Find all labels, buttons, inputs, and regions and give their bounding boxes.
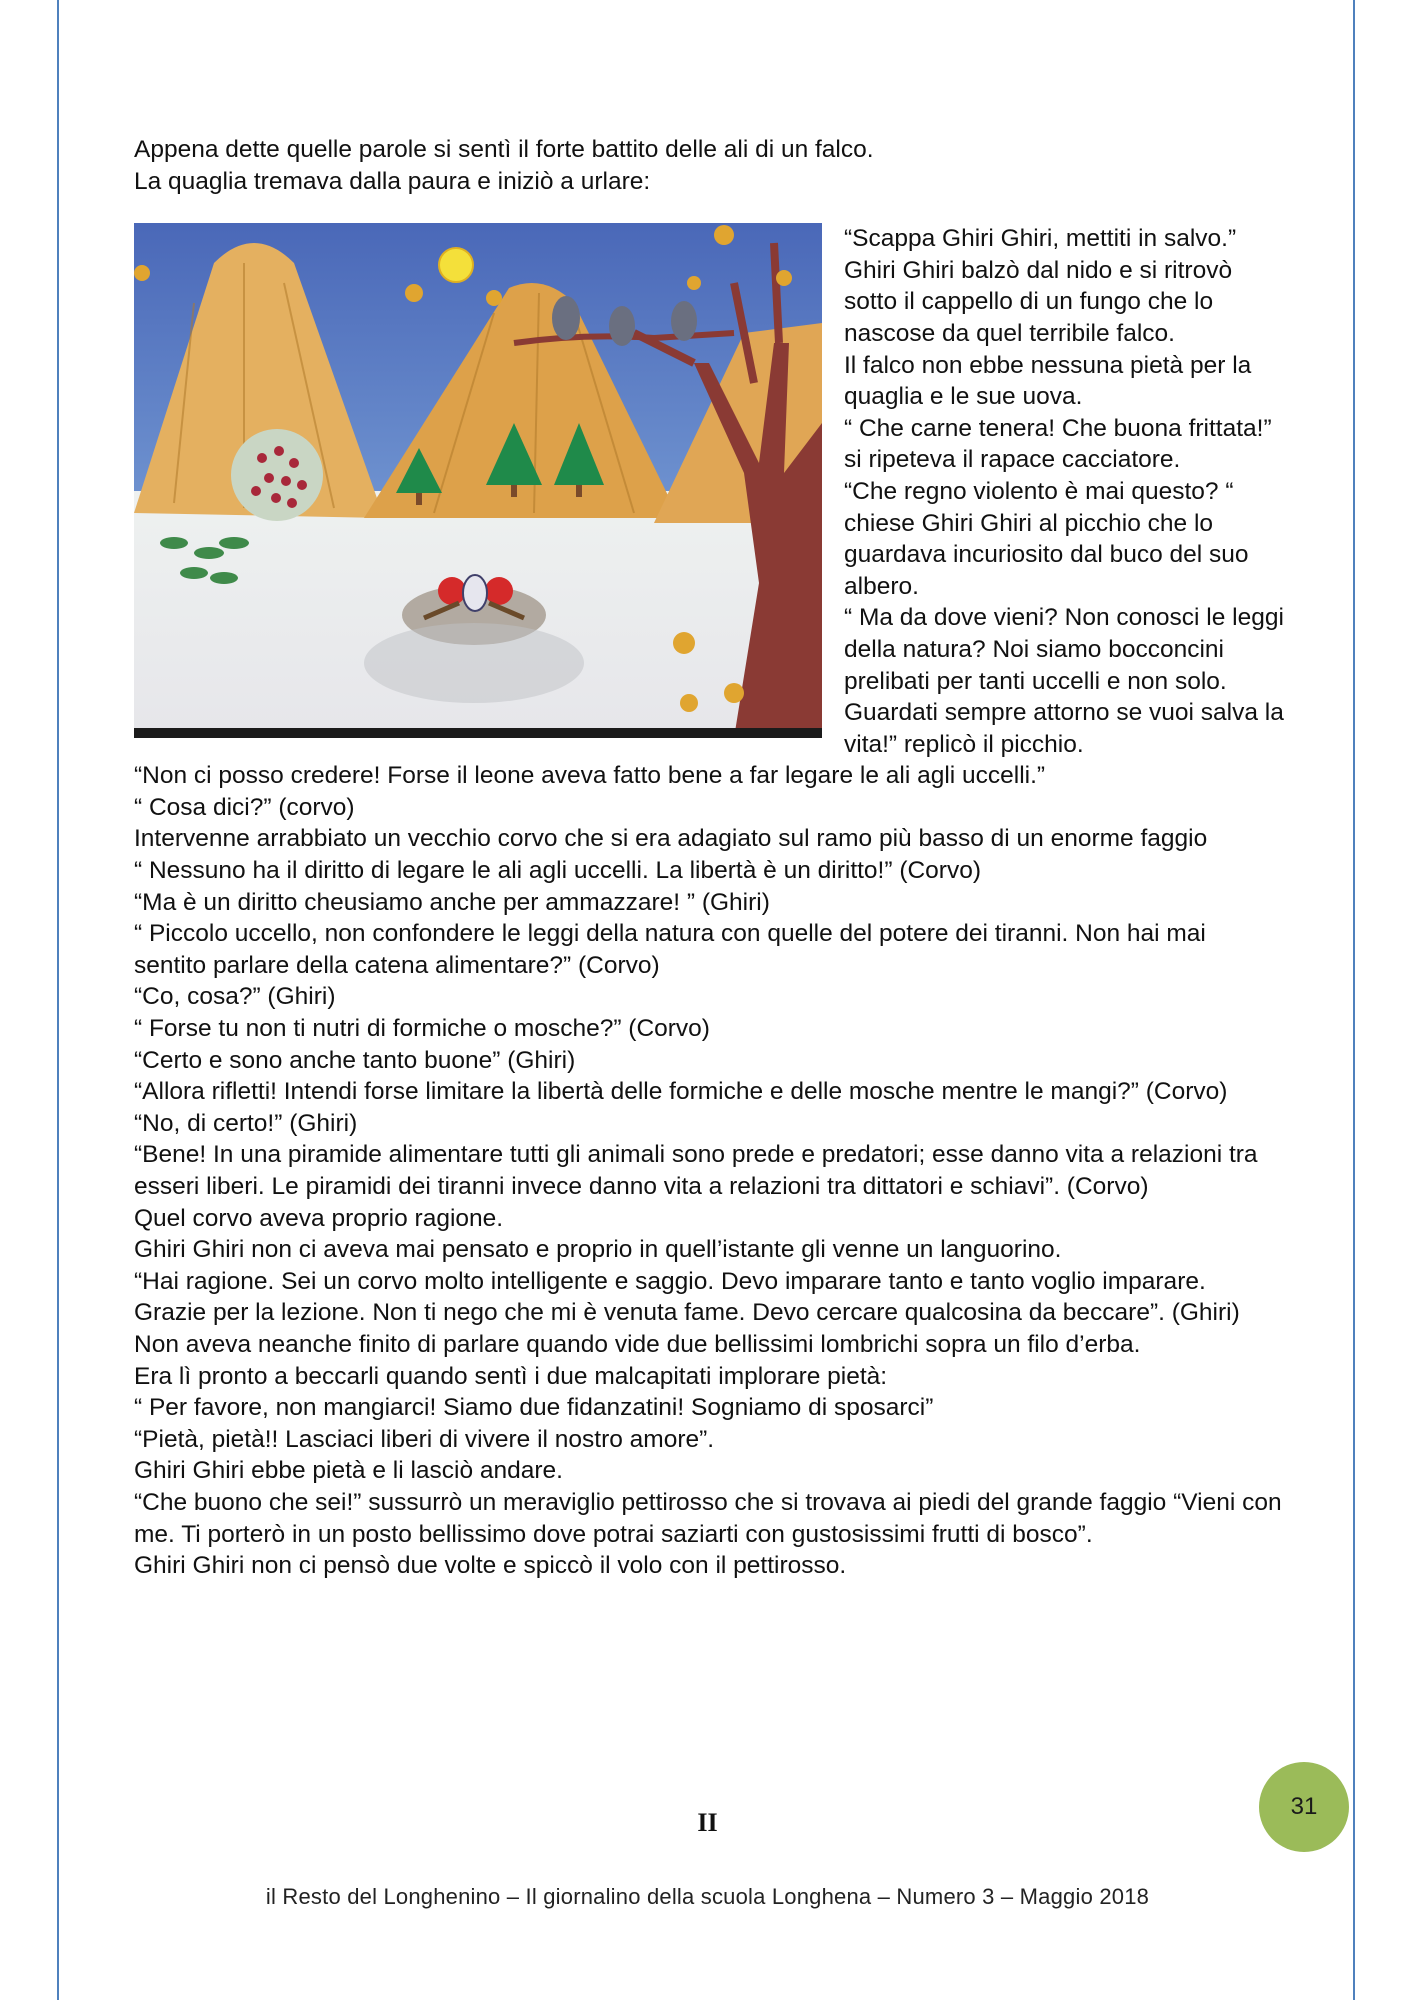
page-footer: il Resto del Longhenino – Il giornalino della scuola Longhena – Numero 3 – Maggio 2018 bbox=[265, 1884, 1150, 1909]
article-body bbox=[134, 134, 1284, 1582]
paragraph: “ Che carne tenera! Che buona frittata!” si ripeteva il rapace cacciatore. bbox=[844, 414, 1272, 474]
page-border-right bbox=[1353, 0, 1355, 2000]
paragraph: “Ma è un diritto cheusiamo anche per ammazzare! ” (Ghiri) bbox=[134, 888, 770, 916]
paragraph: “ Ma da dove vieni? Non conosci le leggi della natura? Noi siamo bocconcini prelibati per tanti uccelli e non solo. Guardati sempre attorno se vuoi salva la vita!” replicò il picchio. bbox=[844, 604, 1284, 758]
paragraph: Il falco non ebbe nessuna pietà per la quaglia e le sue uova. bbox=[844, 351, 1252, 411]
paragraph: “Che regno violento è mai questo? “ chiese Ghiri Ghiri al picchio che lo guardava incuriosito dal buco del suo albero. bbox=[844, 477, 1249, 600]
paragraph: Intervenne arrabbiato un vecchio corvo che si era adagiato sul ramo più basso di un enorme faggio bbox=[134, 825, 1208, 853]
paragraph: Era lì pronto a beccarli quando sentì i due malcapitati implorare pietà: bbox=[134, 1362, 888, 1390]
paragraph: “Certo e sono anche tanto buone” (Ghiri) bbox=[134, 1046, 576, 1074]
paragraph: “ Per favore, non mangiarci! Siamo due fidanzatini! Sogniamo di sposarci” bbox=[134, 1394, 934, 1422]
paragraph: Ghiri Ghiri non ci aveva mai pensato e proprio in quell’istante gli venne un languorino. bbox=[134, 1236, 1062, 1264]
page-number-badge bbox=[1259, 1762, 1349, 1852]
paragraph: “Non ci posso credere! Forse il leone aveva fatto bene a far legare le ali agli uccelli.” bbox=[134, 762, 1046, 790]
chapter-part-number: II bbox=[697, 1808, 718, 1837]
paragraph: “ Cosa dici?” (corvo) bbox=[134, 793, 355, 821]
paragraph: Quel corvo aveva proprio ragione. bbox=[134, 1204, 504, 1232]
paragraph: “Pietà, pietà!! Lasciaci liberi di vivere il nostro amore”. bbox=[134, 1425, 715, 1453]
paragraph: “Allora rifletti! Intendi forse limitare la libertà delle formiche e delle mosche mentre le mangi?” (Corvo) bbox=[134, 1078, 1228, 1106]
paragraph: “Che buono che sei!” sussurrò un meraviglio pettirosso che si trovava ai piedi del grande faggio “Vieni con me. Ti porterò in un posto bellissimo dove potrai saziarti con gustosissimi frutti di bosco”. bbox=[134, 1488, 1282, 1548]
paragraph: Ghiri Ghiri non ci pensò due volte e spiccò il volo con il pettirosso. bbox=[134, 1552, 847, 1580]
paragraph: “Hai ragione. Sei un corvo molto intelligente e saggio. Devo imparare tanto e tanto voglio imparare. Grazie per la lezione. Non ti nego che mi è venuta fame. Devo cercare qualcosina da beccare”. (Ghiri) bbox=[134, 1267, 1240, 1327]
paragraph: “ Forse tu non ti nutri di formiche o mosche?” (Corvo) bbox=[134, 1015, 710, 1043]
paragraph: Appena dette quelle parole si sentì il forte battito delle ali di un falco. bbox=[134, 136, 874, 163]
paragraph: “ Nessuno ha il diritto di legare le ali agli uccelli. La libertà è un diritto!” (Corvo) bbox=[134, 857, 981, 885]
child-drawing-illustration bbox=[134, 223, 822, 738]
page-number: 31 bbox=[1290, 1793, 1318, 1820]
paragraph: La quaglia tremava dalla paura e iniziò a urlare: bbox=[134, 167, 651, 195]
paragraph: “No, di certo!” (Ghiri) bbox=[134, 1109, 358, 1137]
page-border-left bbox=[57, 0, 59, 2000]
paragraph: “ Piccolo uccello, non confondere le leggi della natura con quelle del potere dei tiranni. Non hai mai sentito parlare della catena alimentare?” (Corvo) bbox=[134, 920, 1206, 979]
paragraph: Non aveva neanche finito di parlare quando vide due bellissimi lombrichi sopra un filo d’erba. bbox=[134, 1330, 1141, 1358]
paragraph: Ghiri Ghiri ebbe pietà e li lasciò andare. bbox=[134, 1457, 563, 1485]
paragraph: “Bene! In una piramide alimentare tutti gli animali sono prede e predatori; esse danno vita a relazioni tra esseri liberi. Le piramidi dei tiranni invece danno vita a relazioni tra dittatori e schiavi”. (Corvo) bbox=[134, 1141, 1258, 1200]
paragraph: Ghiri Ghiri balzò dal nido e si ritrovò sotto il cappello di un fungo che lo nascose da quel terribile falco. bbox=[844, 256, 1233, 347]
paragraph: “Scappa Ghiri Ghiri, mettiti in salvo.” bbox=[844, 225, 1237, 253]
paragraph: “Co, cosa?” (Ghiri) bbox=[134, 983, 336, 1011]
